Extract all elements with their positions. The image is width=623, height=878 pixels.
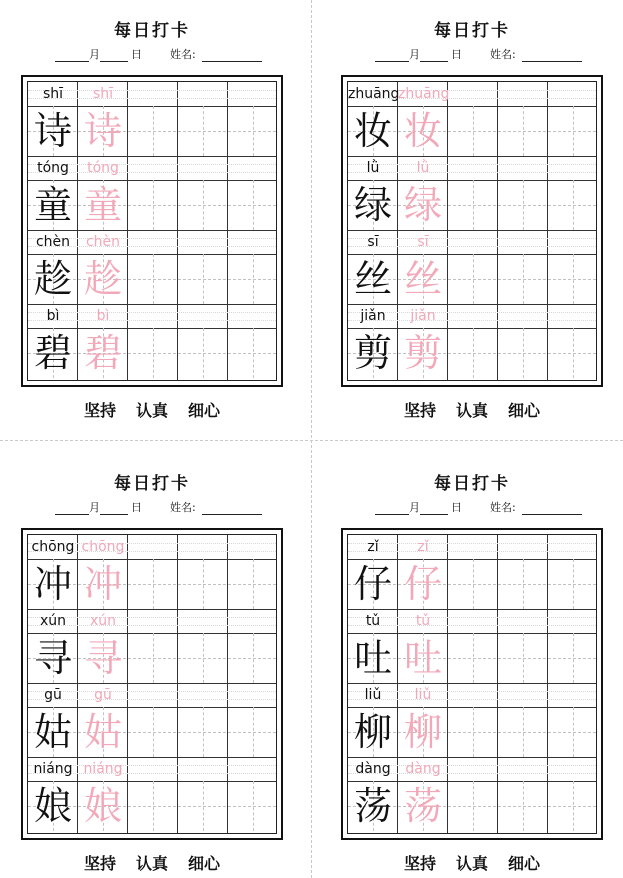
- month-label: 月: [89, 48, 100, 61]
- month-label: 月: [409, 48, 420, 61]
- character-model: 丝: [353, 257, 392, 301]
- character-model: 绿: [353, 183, 392, 227]
- grid-guide-dashed: [523, 180, 524, 230]
- writing-grid: [347, 81, 597, 381]
- grid-guide-dashed: [523, 707, 524, 757]
- character-model: 荡: [353, 784, 392, 828]
- month-label: 月: [409, 501, 420, 514]
- pinyin-trace: bì: [96, 308, 110, 324]
- grid-guide-dashed: [203, 707, 204, 757]
- pinyin-trace: xún: [89, 613, 117, 629]
- name-label: 姓名:: [170, 501, 196, 514]
- grid-guide-dashed: [203, 781, 204, 831]
- grid-column-line: [497, 535, 498, 833]
- name-blank[interactable]: [202, 49, 262, 62]
- grid-guide-dashed: [203, 559, 204, 609]
- day-blank[interactable]: [100, 49, 128, 62]
- character-model: 诗: [33, 109, 72, 153]
- grid-guide-dashed: [253, 254, 254, 304]
- day-label: 日: [131, 501, 142, 514]
- date-name-line: [341, 499, 603, 515]
- month-blank[interactable]: [375, 49, 409, 62]
- grid-guide-dashed: [203, 254, 204, 304]
- name-blank[interactable]: [202, 502, 262, 515]
- pinyin-model: jiǎn: [360, 308, 386, 324]
- day-blank[interactable]: [420, 502, 448, 515]
- pinyin-trace: tóng: [87, 160, 119, 176]
- name-label: 姓名:: [490, 48, 516, 61]
- card-title: 每日打卡: [114, 21, 190, 41]
- card-title: 每日打卡: [434, 474, 510, 494]
- character-trace: 吐: [403, 636, 442, 680]
- motto-word: 细心: [508, 854, 541, 873]
- pinyin-model: xún: [39, 613, 67, 629]
- grid-guide-dashed: [573, 254, 574, 304]
- writing-grid: [27, 81, 277, 381]
- character-model: 趁: [33, 257, 72, 301]
- pinyin-trace: shī: [92, 86, 114, 102]
- grid-guide-dashed: [473, 254, 474, 304]
- pinyin-model: liǔ: [364, 687, 382, 703]
- name-blank[interactable]: [522, 502, 582, 515]
- pinyin-trace: gū: [94, 687, 112, 703]
- writing-frame: [21, 528, 283, 840]
- pinyin-model: bì: [46, 308, 60, 324]
- grid-guide-dashed: [253, 328, 254, 378]
- pinyin-trace: zhuāng: [398, 86, 450, 102]
- character-model: 剪: [353, 331, 392, 375]
- grid-guide-dashed: [523, 106, 524, 156]
- grid-guide-dashed: [473, 106, 474, 156]
- grid-column-line: [227, 82, 228, 380]
- pinyin-model: tóng: [37, 160, 69, 176]
- character-trace: 诗: [83, 109, 122, 153]
- motto-word: 认真: [135, 854, 168, 873]
- character-trace: 剪: [403, 331, 442, 375]
- grid-guide-dashed: [153, 633, 154, 683]
- grid-guide-dashed: [153, 254, 154, 304]
- pinyin-model: zhuāng: [348, 86, 400, 102]
- writing-grid: [27, 534, 277, 834]
- grid-column-line: [227, 535, 228, 833]
- character-model: 娘: [33, 784, 72, 828]
- character-model: 碧: [33, 331, 72, 375]
- pinyin-model: chèn: [35, 234, 71, 250]
- pinyin-model: zǐ: [367, 539, 379, 555]
- grid-guide-dashed: [573, 559, 574, 609]
- motto: [341, 398, 603, 421]
- grid-guide-dashed: [523, 633, 524, 683]
- month-blank[interactable]: [375, 502, 409, 515]
- motto-word: 认真: [135, 401, 168, 420]
- character-model: 妆: [353, 109, 392, 153]
- pinyin-model: lǜ: [366, 160, 380, 176]
- grid-guide-dashed: [153, 781, 154, 831]
- grid-guide-dashed: [203, 328, 204, 378]
- character-trace: 冲: [83, 562, 122, 606]
- pinyin-trace: jiǎn: [410, 308, 436, 324]
- grid-column-line: [177, 82, 178, 380]
- date-name-line: [341, 46, 603, 62]
- month-blank[interactable]: [55, 49, 89, 62]
- character-model: 冲: [33, 562, 72, 606]
- name-label: 姓名:: [490, 501, 516, 514]
- motto-word: 认真: [455, 401, 488, 420]
- grid-guide-dashed: [523, 328, 524, 378]
- motto: [21, 398, 283, 421]
- character-trace: 童: [83, 183, 122, 227]
- pinyin-model: chōng: [31, 539, 75, 555]
- character-trace: 绿: [403, 183, 442, 227]
- pinyin-trace: niáng: [83, 761, 123, 777]
- grid-guide-dashed: [203, 106, 204, 156]
- date-name-line: [21, 499, 283, 515]
- character-trace: 寻: [83, 636, 122, 680]
- motto: [341, 851, 603, 874]
- grid-guide-dashed: [473, 180, 474, 230]
- character-model: 寻: [33, 636, 72, 680]
- pinyin-trace: zǐ: [417, 539, 429, 555]
- pinyin-model: dàng: [355, 761, 391, 777]
- grid-guide-dashed: [573, 328, 574, 378]
- character-model: 柳: [353, 710, 392, 754]
- day-label: 日: [451, 48, 462, 61]
- grid-guide-dashed: [253, 106, 254, 156]
- day-label: 日: [131, 48, 142, 61]
- day-blank[interactable]: [100, 502, 128, 515]
- day-blank[interactable]: [420, 49, 448, 62]
- character-trace: 趁: [83, 257, 122, 301]
- motto-word: 细心: [508, 401, 541, 420]
- character-trace: 姑: [83, 710, 122, 754]
- character-trace: 柳: [403, 710, 442, 754]
- grid-column-line: [547, 82, 548, 380]
- card-title: 每日打卡: [114, 474, 190, 494]
- grid-guide-dashed: [573, 106, 574, 156]
- writing-frame: [21, 75, 283, 387]
- motto: [21, 851, 283, 874]
- day-label: 日: [451, 501, 462, 514]
- grid-guide-dashed: [153, 180, 154, 230]
- pinyin-trace: sī: [417, 234, 429, 250]
- writing-grid: [347, 534, 597, 834]
- writing-frame: [341, 75, 603, 387]
- card-title: 每日打卡: [434, 21, 510, 41]
- character-model: 吐: [353, 636, 392, 680]
- grid-guide-dashed: [473, 781, 474, 831]
- grid-guide-dashed: [523, 254, 524, 304]
- grid-guide-dashed: [523, 781, 524, 831]
- motto-word: 细心: [188, 401, 221, 420]
- month-label: 月: [89, 501, 100, 514]
- grid-guide-dashed: [523, 559, 524, 609]
- grid-guide-dashed: [253, 180, 254, 230]
- pinyin-trace: chōng: [81, 539, 125, 555]
- character-model: 仔: [353, 562, 392, 606]
- character-trace: 荡: [403, 784, 442, 828]
- motto-word: 坚持: [83, 401, 116, 420]
- character-trace: 娘: [83, 784, 122, 828]
- character-trace: 丝: [403, 257, 442, 301]
- motto-word: 坚持: [83, 854, 116, 873]
- vertical-cut-line: [311, 0, 312, 878]
- pinyin-trace: dàng: [405, 761, 441, 777]
- name-label: 姓名:: [170, 48, 196, 61]
- grid-guide-dashed: [203, 633, 204, 683]
- grid-column-line: [177, 535, 178, 833]
- grid-guide-dashed: [253, 707, 254, 757]
- grid-guide-dashed: [573, 180, 574, 230]
- motto-word: 坚持: [403, 401, 436, 420]
- date-name-line: [21, 46, 283, 62]
- motto-word: 认真: [455, 854, 488, 873]
- grid-guide-dashed: [253, 559, 254, 609]
- grid-guide-dashed: [153, 559, 154, 609]
- grid-column-line: [497, 82, 498, 380]
- grid-guide-dashed: [153, 707, 154, 757]
- grid-guide-dashed: [473, 559, 474, 609]
- grid-guide-dashed: [473, 328, 474, 378]
- name-blank[interactable]: [522, 49, 582, 62]
- pinyin-model: gū: [44, 687, 62, 703]
- grid-guide-dashed: [573, 707, 574, 757]
- pinyin-model: niáng: [33, 761, 73, 777]
- pinyin-trace: liǔ: [414, 687, 432, 703]
- character-trace: 妆: [403, 109, 442, 153]
- character-model: 童: [33, 183, 72, 227]
- horizontal-cut-line: [0, 440, 623, 441]
- pinyin-trace: tǔ: [415, 613, 431, 629]
- pinyin-model: tǔ: [365, 613, 381, 629]
- month-blank[interactable]: [55, 502, 89, 515]
- pinyin-trace: lǜ: [416, 160, 430, 176]
- grid-column-line: [547, 535, 548, 833]
- grid-guide-dashed: [203, 180, 204, 230]
- grid-guide-dashed: [253, 781, 254, 831]
- grid-guide-dashed: [573, 633, 574, 683]
- pinyin-model: shī: [42, 86, 64, 102]
- grid-guide-dashed: [153, 328, 154, 378]
- character-trace: 仔: [403, 562, 442, 606]
- character-trace: 碧: [83, 331, 122, 375]
- motto-word: 细心: [188, 854, 221, 873]
- motto-word: 坚持: [403, 854, 436, 873]
- grid-guide-dashed: [573, 781, 574, 831]
- pinyin-model: sī: [367, 234, 379, 250]
- writing-frame: [341, 528, 603, 840]
- grid-guide-dashed: [253, 633, 254, 683]
- character-model: 姑: [33, 710, 72, 754]
- grid-guide-dashed: [473, 633, 474, 683]
- grid-guide-dashed: [473, 707, 474, 757]
- grid-guide-dashed: [153, 106, 154, 156]
- pinyin-trace: chèn: [85, 234, 121, 250]
